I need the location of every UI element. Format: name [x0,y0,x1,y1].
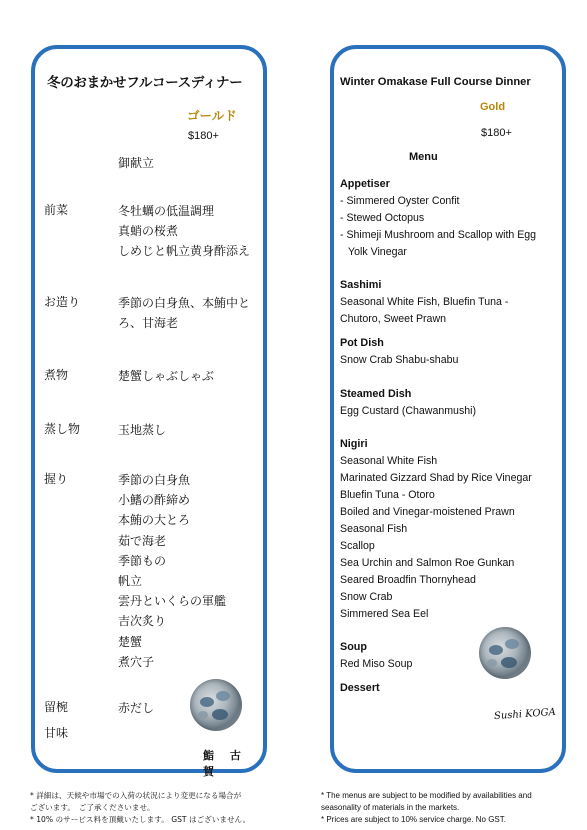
menu-item: 茹で海老 [118,533,167,548]
menu-item: 本鮪の大とろ [118,513,191,528]
menu-item: Snow Crab [340,591,393,603]
section-steamed-en [340,386,560,420]
restaurant-signature-jp: 鮨 古賀 [203,749,247,778]
course-price-jp: $180+ [188,130,219,142]
menu-item: Chutoro, Sweet Prawn [340,313,446,325]
menu-item: Seasonal Fish [340,523,408,535]
course-grade-en: Gold [480,101,506,113]
menu-item: 吉次炙り [118,614,167,629]
menu-item: Bluefin Tuna - Otoro [340,489,435,501]
menu-item: 季節の白身魚 [118,473,191,487]
menu-heading-en: Menu [409,151,438,163]
footnote: * Prices are subject to 10% service charge. No GST. [321,815,506,824]
menu-item: 楚蟹 [118,634,143,649]
course-grade-jp: ゴールド [187,108,237,123]
menu-item: 雲丹といくらの軍艦 [118,594,227,609]
section-appetiser-en [340,176,560,261]
menu-item: Marinated Gizzard Shad by Rice Vinegar [340,472,532,484]
footnote: seasonality of materials in the markets. [321,803,460,812]
menu-item: Seasonal White Fish [340,455,438,467]
footnote: * 詳細は、天候や市場での入荷の状況により変更になる場合が [30,791,242,800]
menu-item: Sea Urchin and Salmon Roe Gunkan [340,557,515,569]
section-label: Steamed Dish [340,388,412,400]
menu-title-en: Winter Omakase Full Course Dinner [340,76,531,88]
section-label: 煮物 [44,368,69,382]
menu-item: Seared Broadfin Thornyhead [340,574,476,586]
menu-item: Boiled and Vinegar-moistened Prawn [340,506,515,518]
menu-item: - Stewed Octopus [340,212,425,224]
menu-item: 玉地蒸し [118,423,167,437]
menu-item: 真蛸の桜煮 [118,224,179,239]
restaurant-signature-en: Sushi KOGA [493,706,557,723]
menu-item: 赤だし [118,701,155,715]
menu-item: Simmered Sea Eel [340,608,429,620]
menu-item: Yolk Vinegar [348,246,407,258]
menu-item: - Shimeji Mushroom and Scallop with Egg [340,229,537,241]
menu-item: - Simmered Oyster Confit [340,195,460,207]
section-label: Soup [340,641,367,653]
menu-item: Scallop [340,540,375,552]
menu-item: 季節もの [118,553,167,568]
section-label: Pot Dish [340,337,384,349]
course-price-en: $180+ [481,127,512,139]
section-label: Nigiri [340,438,368,450]
section-label: Appetiser [340,178,390,190]
menu-title-jp: 冬のおまかせフルコースディナー [47,75,243,91]
section-pot-dish-en [340,335,560,369]
footnotes-en [321,790,532,826]
footnotes-jp [30,790,250,826]
menu-item: 楚蟹しゃぶしゃぶ [118,369,215,383]
section-label: お造り [44,295,81,309]
menu-item: ろ、甘海老 [118,316,179,331]
menu-item: Seasonal White Fish, Bluefin Tuna - [340,296,509,308]
section-label: Sashimi [340,279,382,291]
menu-item: 季節の白身魚、本鮪中と [118,296,251,310]
menu-item: しめじと帆立黄身酢添え [118,244,251,259]
menu-item: Red Miso Soup [340,658,413,670]
dessert-dish-image [190,679,242,731]
section-label: 留椀 [44,700,69,714]
menu-heading-jp: 御献立 [118,156,155,170]
section-sashimi-en [340,277,560,328]
section-label: Dessert [340,682,380,694]
dessert-dish-image [479,627,531,679]
section-label: 甘味 [44,726,69,740]
section-nigiri-en [340,436,560,623]
menu-item: 煮穴子 [118,654,155,669]
footnote: ございます。 ご了承くださいませ。 [30,803,155,812]
menu-item: 小鰭の酢締め [118,493,191,508]
section-dessert-en [340,680,560,697]
menu-item: 冬牡蠣の低温調理 [118,204,215,218]
section-label: 蒸し物 [44,422,81,436]
footnote: * 10% のサービス料を頂戴いたします。 GST はございません。 [30,815,251,824]
section-label: 握り [44,472,69,486]
section-label: 前菜 [44,203,69,217]
japanese-menu-card [31,45,267,778]
menu-item: Egg Custard (Chawanmushi) [340,405,477,417]
footnote: * The menus are subject to be modified by availabilities and [321,791,532,800]
english-menu-card [330,45,566,773]
menu-item: Snow Crab Shabu-shabu [340,354,459,366]
menu-item: 帆立 [118,573,143,588]
